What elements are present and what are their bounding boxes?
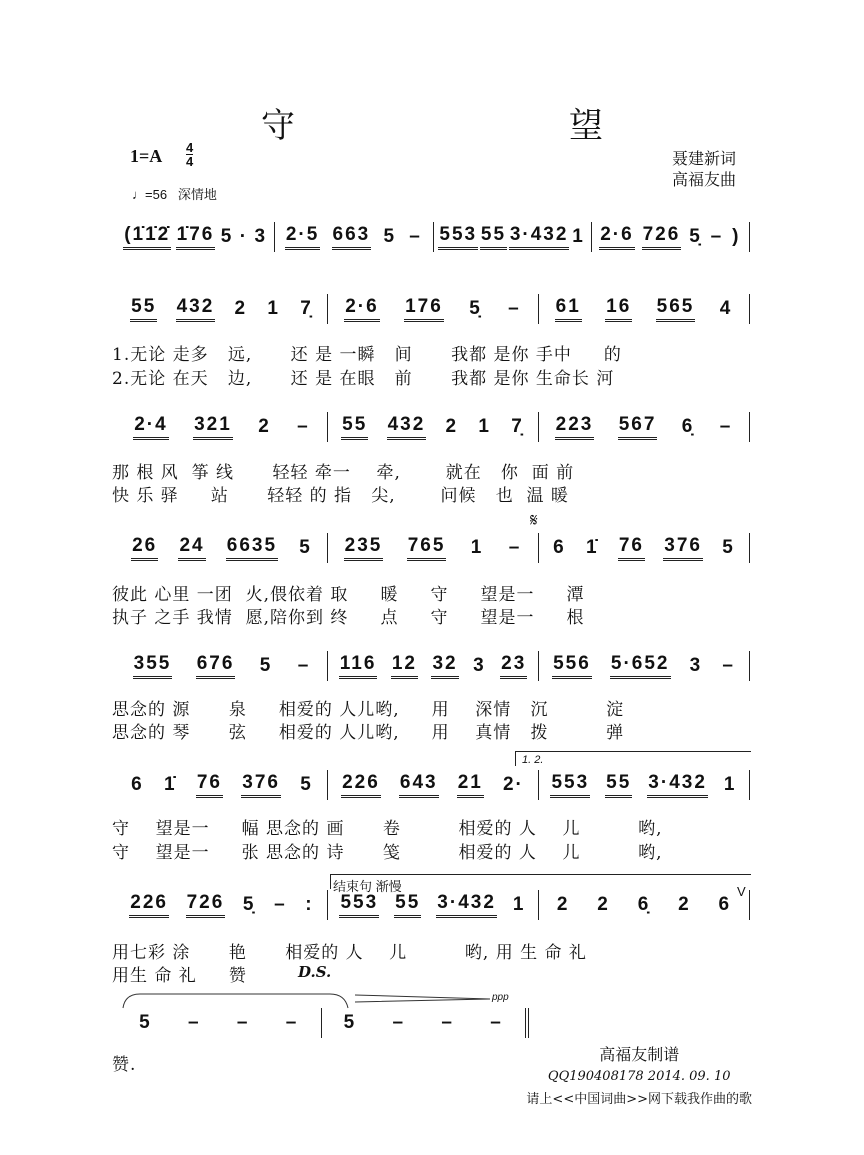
note-group: 663 [332, 224, 372, 250]
measure [117, 890, 328, 920]
measure [117, 533, 328, 563]
note-group: 643 [399, 772, 439, 798]
segno-mark: 𝄋 [530, 510, 538, 530]
note-group: 355 [133, 653, 173, 679]
note-group: 5 [722, 536, 735, 558]
note-group: 5 [383, 225, 397, 247]
note-group: 5 [139, 1011, 152, 1033]
ds-mark: D.S. [298, 963, 332, 981]
note-group: 676 [196, 653, 236, 679]
lyric-line: 用七彩 涂 艳 相爱的 人 儿 哟, 用 生 命 礼 [112, 943, 587, 963]
note-group: 1 [267, 297, 280, 319]
measure [117, 651, 328, 681]
note-group: · [239, 225, 249, 247]
meter-top: 4 [186, 140, 194, 155]
note-group: 24 [178, 535, 205, 561]
note-group: 23 [500, 653, 527, 679]
measure [539, 412, 750, 442]
lyric-line: 用生 命 礼 赞 [112, 966, 247, 986]
note-group: 321 [193, 414, 233, 440]
note-group: 5 [220, 225, 234, 247]
note-group: 176 [404, 296, 444, 322]
note-group: – [297, 415, 310, 437]
note-group: 223 [555, 414, 595, 440]
note-group: 376 [241, 772, 281, 798]
download-note: 请上<<中国词曲>>网下载我作曲的歌 [526, 1092, 752, 1107]
note-group: – [508, 536, 522, 558]
lyric-line: 守 望是一 张 思念的 诗 笺 相爱的 人 儿 哟, [112, 843, 663, 863]
note-group: 567 [618, 414, 658, 440]
note-group: 5 [343, 1011, 357, 1033]
expression: 深情地 [177, 187, 217, 202]
note-group: 432 [176, 296, 216, 322]
measure [539, 890, 750, 920]
note-group: 3·432 [509, 224, 570, 250]
note-group: – [441, 1011, 454, 1033]
lyric-line: 执子 之手 我情 愿,陪你到 终 点 守 望是一 根 [112, 608, 585, 628]
note-group: 76 [196, 772, 223, 798]
note-group: 553 [550, 772, 590, 798]
note-group: 2· [502, 773, 524, 795]
measure [117, 1008, 322, 1038]
notation-row [117, 533, 750, 563]
lyric-line: 那 根 风 筝 线 轻轻 牵一 牵, 就在 你 面 前 [112, 463, 575, 483]
time-signature [186, 141, 193, 168]
note-group: 726 [186, 892, 226, 918]
note-group: 5̣ [469, 297, 482, 319]
note-group: 7̣ [511, 415, 524, 437]
note-group: 6 [131, 773, 144, 795]
note-group: 7̣ [300, 297, 313, 319]
note-group: 726 [642, 224, 682, 250]
note-group: 21 [457, 772, 484, 798]
note-group: 235 [344, 535, 384, 561]
measure [328, 294, 539, 324]
note-group: – [392, 1011, 406, 1033]
notation-row [117, 222, 750, 252]
notation-row [117, 1008, 529, 1038]
note-group: 2·5 [285, 224, 320, 250]
note-group: 12 [391, 653, 418, 679]
lyric-line: 思念的 琴 弦 相爱的 人儿哟, 用 真情 拨 弹 [112, 723, 625, 743]
note-group: 2 [597, 893, 610, 915]
lyricist: 聂建新词 [671, 149, 736, 168]
note-group: 3·432 [647, 772, 708, 798]
notation-row [117, 770, 750, 800]
lyric-line: 1.无论 走多 远, 还 是 一瞬 间 我都 是你 手中 的 [112, 345, 622, 365]
note-group: – [297, 654, 311, 676]
note-group: 1 [478, 415, 491, 437]
volta-label: 1. 2. [522, 754, 544, 766]
note-group: 3 [473, 654, 486, 676]
note-group: – [710, 225, 724, 247]
note-group: 1 [572, 225, 585, 247]
note-group: – [236, 1011, 250, 1033]
note-group: 226 [341, 772, 381, 798]
note-group: 55 [130, 296, 157, 322]
note-group: 2 [258, 415, 271, 437]
note-group: 1 [512, 893, 526, 915]
note-group: 556 [552, 653, 592, 679]
note-group: 1̇ [164, 773, 177, 795]
lyric-line: 思念的 源 泉 相爱的 人儿哟, 用 深情 沉 淀 [112, 700, 625, 720]
measure [117, 412, 328, 442]
tempo-value: ♩=56 [132, 187, 168, 202]
note-group: 16 [605, 296, 632, 322]
note-group: 1 [723, 773, 737, 795]
note-group: (1̇1̇2̇ [123, 224, 171, 250]
notation-row [117, 294, 750, 324]
notation-row [117, 890, 750, 920]
note-group: 2·6 [344, 296, 379, 322]
measure [322, 1008, 530, 1038]
lyric-line: 快 乐 驿 站 轻轻 的 指 尖, 问候 也 温 暖 [112, 486, 569, 506]
note-group: 55 [480, 224, 507, 250]
note-group: 6 [718, 893, 732, 915]
tie-and-decrescendo [120, 990, 520, 1010]
lyric-line: 赞. [112, 1055, 137, 1075]
volta-bracket [515, 751, 751, 766]
note-group: 116 [339, 653, 378, 679]
note-group: 5̣ [689, 225, 702, 247]
note-group: 5̣ [242, 893, 256, 915]
note-group: 55 [341, 414, 368, 440]
note-group: 5 [299, 536, 312, 558]
ending-label: 结束句 渐慢 [333, 879, 402, 894]
key-signature: 1=A [130, 146, 163, 166]
note-group: – [285, 1011, 299, 1033]
measure [592, 222, 750, 252]
measure [328, 533, 539, 563]
note-group: 376 [663, 535, 703, 561]
note-group: 553 [339, 892, 379, 918]
note-group: 2 [234, 297, 248, 319]
note-group: – [508, 297, 521, 319]
note-group: 5 [259, 654, 273, 676]
note-group: 1̇76 [176, 224, 216, 250]
note-group: 565 [656, 296, 696, 322]
note-group: 432 [387, 414, 427, 440]
note-group: 3·432 [436, 892, 497, 918]
note-group: 1̇ [586, 536, 599, 558]
note-group: – [719, 415, 733, 437]
measure [539, 651, 750, 681]
notation-row [117, 412, 750, 442]
contact-date: QQ190408178 2014. 09. 10 [547, 1069, 731, 1084]
note-group: 76 [618, 535, 645, 561]
note-group: : [305, 893, 314, 915]
measure [539, 533, 750, 563]
note-group: 2 [556, 893, 570, 915]
lyric-line: 彼此 心里 一团 火,偎依着 取 暖 守 望是一 潭 [112, 585, 585, 605]
note-group: 4 [719, 297, 733, 319]
breath-mark: V [737, 884, 746, 899]
measure [328, 412, 539, 442]
note-group: – [188, 1011, 201, 1033]
measure [117, 770, 328, 800]
note-group: 6 [553, 536, 566, 558]
lyric-line: 守 望是一 幅 思念的 画 卷 相爱的 人 儿 哟, [112, 819, 663, 839]
note-group: 2 [678, 893, 691, 915]
composer: 高福友曲 [671, 170, 736, 189]
note-group: 3 [254, 225, 268, 247]
measure [328, 651, 539, 681]
tempo-marking [132, 184, 217, 203]
note-group: 3 [689, 654, 703, 676]
measure [539, 770, 750, 800]
note-group: 2 [445, 415, 459, 437]
note-group: – [490, 1011, 503, 1033]
meter-bottom: 4 [186, 154, 194, 169]
note-group: 6̣ [681, 415, 695, 437]
measure [539, 294, 750, 324]
note-group: 2·6 [599, 224, 634, 250]
ppp-mark: ppp [492, 992, 509, 1003]
note-group: 6635 [226, 535, 278, 561]
lyric-line: 2.无论 在天 边, 还 是 在眼 前 我都 是你 生命长 河 [112, 369, 615, 389]
note-group: 26 [131, 535, 158, 561]
song-title: 守 望 [261, 106, 723, 146]
note-group: – [409, 225, 422, 247]
note-group: 55 [394, 892, 421, 918]
note-group: 55 [605, 772, 632, 798]
measure [117, 294, 328, 324]
note-group: 32 [431, 653, 458, 679]
note-group: 1 [470, 536, 484, 558]
measure [434, 222, 592, 252]
notation-row [117, 651, 750, 681]
note-group: – [722, 654, 735, 676]
note-group: 5·652 [610, 653, 671, 679]
note-group: 5 [300, 773, 313, 795]
measure [117, 222, 275, 252]
measure [275, 222, 433, 252]
note-group: 765 [407, 535, 447, 561]
note-group: 2·4 [133, 414, 168, 440]
credits [672, 148, 736, 190]
note-group: 61 [555, 296, 582, 322]
note-group: – [274, 893, 287, 915]
measure [328, 770, 539, 800]
note-group: 553 [438, 224, 478, 250]
note-group: 6̣ [637, 893, 651, 915]
footer [526, 1042, 752, 1107]
score-maker: 高福友制谱 [599, 1045, 680, 1064]
note-group: 226 [129, 892, 169, 918]
note-group: ) [732, 225, 741, 247]
